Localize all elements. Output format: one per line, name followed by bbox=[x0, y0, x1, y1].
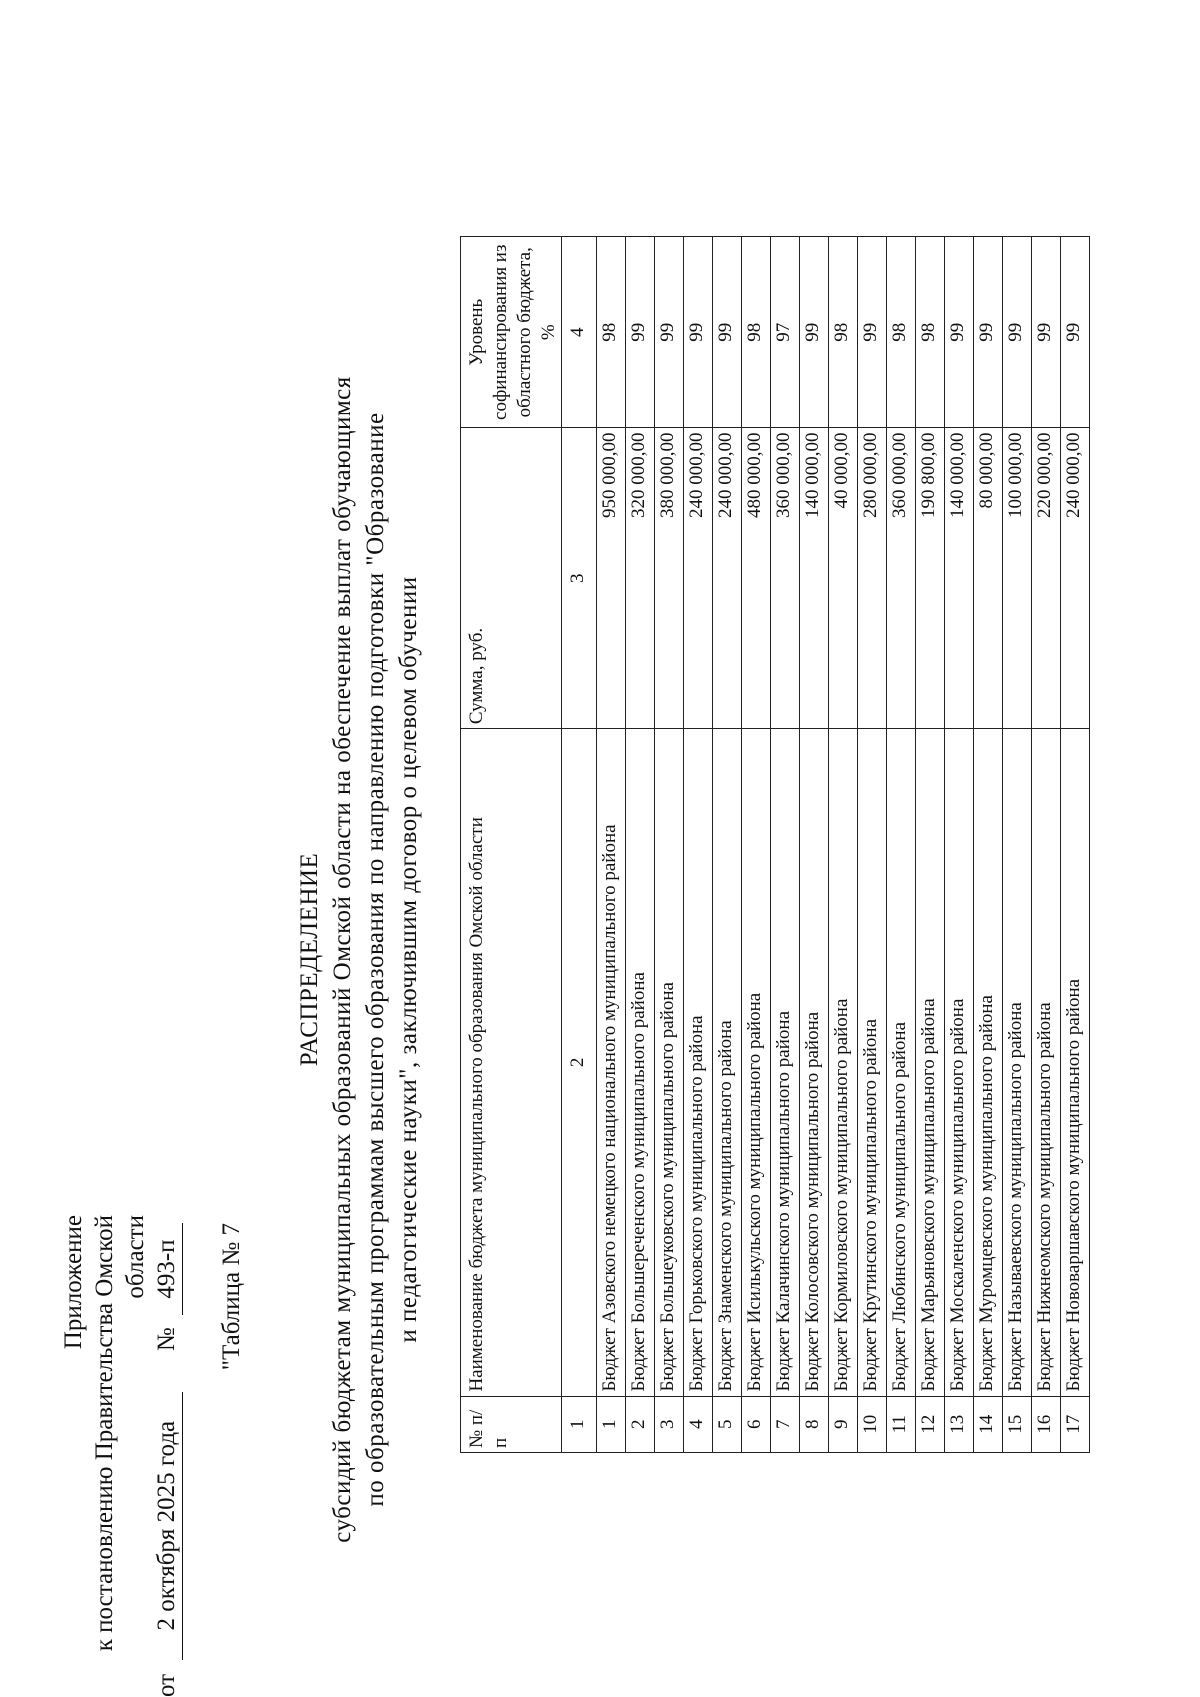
table-row bbox=[1003, 237, 1032, 1453]
row-cofinancing-level: 99 bbox=[655, 237, 684, 428]
table-body bbox=[597, 237, 1090, 1453]
row-sum: 480 000,00 bbox=[742, 428, 771, 729]
row-number: 11 bbox=[887, 1396, 916, 1452]
table-row bbox=[1032, 237, 1061, 1453]
row-sum: 100 000,00 bbox=[1003, 428, 1032, 729]
row-budget-name: Бюджет Кормиловского муниципального района bbox=[829, 729, 858, 1396]
appendix-date-number-line bbox=[151, 1215, 183, 1697]
table-row bbox=[771, 237, 800, 1453]
header-cofinancing-level: Уровень софинансирования из областного бюджета, % bbox=[461, 237, 562, 428]
row-cofinancing-level: 99 bbox=[800, 237, 829, 428]
title-line-1: субсидий бюджетам муниципальных образований Омской области на обеспечение выплат обучающимся bbox=[329, 376, 356, 1543]
row-number: 1 bbox=[597, 1396, 626, 1452]
row-budget-name: Бюджет Исилькульского муниципального района bbox=[742, 729, 771, 1396]
resolution-date: 2 октября 2025 года bbox=[151, 1392, 183, 1660]
table-header-row bbox=[461, 237, 562, 1453]
row-sum: 140 000,00 bbox=[945, 428, 974, 729]
row-budget-name: Бюджет Крутинского муниципального района bbox=[858, 729, 887, 1396]
row-number: 4 bbox=[684, 1396, 713, 1452]
row-budget-name: Бюджет Калачинского муниципального района bbox=[771, 729, 800, 1396]
row-sum: 190 800,00 bbox=[916, 428, 945, 729]
row-number: 7 bbox=[771, 1396, 800, 1452]
row-number: 8 bbox=[800, 1396, 829, 1452]
row-number: 17 bbox=[1061, 1396, 1090, 1452]
row-number: 3 bbox=[655, 1396, 684, 1452]
title-heading: РАСПРЕДЕЛЕНИЕ bbox=[296, 852, 323, 1067]
table-row bbox=[829, 237, 858, 1453]
row-budget-name: Бюджет Марьяновского муниципального района bbox=[916, 729, 945, 1396]
distribution-table bbox=[460, 236, 1090, 1453]
table-row bbox=[887, 237, 916, 1453]
row-sum: 280 000,00 bbox=[858, 428, 887, 729]
row-budget-name: Бюджет Большереченского муниципального района bbox=[626, 729, 655, 1396]
row-sum: 360 000,00 bbox=[887, 428, 916, 729]
table-row bbox=[742, 237, 771, 1453]
appendix-resolution-ref: к постановлению Правительства Омской области bbox=[91, 1215, 149, 1652]
row-cofinancing-level: 99 bbox=[974, 237, 1003, 428]
row-sum: 140 000,00 bbox=[800, 428, 829, 729]
row-budget-name: Бюджет Называевского муниципального района bbox=[1003, 729, 1032, 1396]
column-number-row bbox=[562, 237, 597, 1453]
table-row bbox=[597, 237, 626, 1453]
row-sum: 40 000,00 bbox=[829, 428, 858, 729]
appendix-header bbox=[58, 1215, 183, 1697]
row-cofinancing-level: 99 bbox=[684, 237, 713, 428]
row-cofinancing-level: 99 bbox=[1032, 237, 1061, 428]
row-budget-name: Бюджет Нижнеомского муниципального района bbox=[1032, 729, 1061, 1396]
row-cofinancing-level: 97 bbox=[771, 237, 800, 428]
row-sum: 950 000,00 bbox=[597, 428, 626, 729]
row-number: 16 bbox=[1032, 1396, 1061, 1452]
row-number: 2 bbox=[626, 1396, 655, 1452]
row-cofinancing-level: 98 bbox=[887, 237, 916, 428]
row-cofinancing-level: 99 bbox=[945, 237, 974, 428]
row-number: 9 bbox=[829, 1396, 858, 1452]
column-number: 2 bbox=[562, 729, 597, 1396]
table-row bbox=[684, 237, 713, 1453]
row-sum: 320 000,00 bbox=[626, 428, 655, 729]
row-cofinancing-level: 99 bbox=[1061, 237, 1090, 428]
row-cofinancing-level: 98 bbox=[742, 237, 771, 428]
row-budget-name: Бюджет Азовского немецкого национального муниципального района bbox=[597, 729, 626, 1396]
table-row bbox=[800, 237, 829, 1453]
table-row bbox=[1061, 237, 1090, 1453]
appendix-title: Приложение bbox=[60, 1215, 87, 1350]
row-sum: 220 000,00 bbox=[1032, 428, 1061, 729]
table-row bbox=[974, 237, 1003, 1453]
row-number: 13 bbox=[945, 1396, 974, 1452]
row-cofinancing-level: 99 bbox=[1003, 237, 1032, 428]
from-label: от bbox=[153, 1673, 180, 1697]
table-row bbox=[626, 237, 655, 1453]
row-sum: 240 000,00 bbox=[1061, 428, 1090, 729]
row-cofinancing-level: 98 bbox=[916, 237, 945, 428]
table-row bbox=[858, 237, 887, 1453]
row-cofinancing-level: 98 bbox=[597, 237, 626, 428]
title-line-2: по образовательным программам высшего образования по направлению подготовки "Образование bbox=[362, 412, 389, 1507]
header-budget-name: Наименование бюджета муниципального образования Омской области bbox=[461, 729, 562, 1396]
row-number: 14 bbox=[974, 1396, 1003, 1452]
row-sum: 380 000,00 bbox=[655, 428, 684, 729]
row-sum: 240 000,00 bbox=[684, 428, 713, 729]
number-label: № bbox=[153, 1327, 180, 1352]
row-sum: 240 000,00 bbox=[713, 428, 742, 729]
title-line-3: и педагогические науки", заключившим договор о целевом обучении bbox=[395, 576, 422, 1343]
row-budget-name: Бюджет Муромцевского муниципального района bbox=[974, 729, 1003, 1396]
table-row bbox=[713, 237, 742, 1453]
row-budget-name: Бюджет Знаменского муниципального района bbox=[713, 729, 742, 1396]
resolution-number: 493-п bbox=[151, 1223, 183, 1315]
row-number: 6 bbox=[742, 1396, 771, 1452]
row-budget-name: Бюджет Москаленского муниципального района bbox=[945, 729, 974, 1396]
table-label: "Таблица № 7 bbox=[218, 1223, 245, 1371]
row-number: 10 bbox=[858, 1396, 887, 1452]
row-number: 5 bbox=[713, 1396, 742, 1452]
row-budget-name: Бюджет Горьковского муниципального района bbox=[684, 729, 713, 1396]
row-cofinancing-level: 99 bbox=[626, 237, 655, 428]
row-budget-name: Бюджет Большеуковского муниципального района bbox=[655, 729, 684, 1396]
column-number: 3 bbox=[562, 428, 597, 729]
header-number: № п/п bbox=[461, 1396, 562, 1452]
row-budget-name: Бюджет Колосовского муниципального района bbox=[800, 729, 829, 1396]
row-budget-name: Бюджет Нововаршавского муниципального района bbox=[1061, 729, 1090, 1396]
row-budget-name: Бюджет Любинского муниципального района bbox=[887, 729, 916, 1396]
row-sum: 360 000,00 bbox=[771, 428, 800, 729]
row-number: 15 bbox=[1003, 1396, 1032, 1452]
row-cofinancing-level: 99 bbox=[858, 237, 887, 428]
table-row bbox=[945, 237, 974, 1453]
document-title bbox=[293, 222, 425, 1697]
table-row bbox=[655, 237, 684, 1453]
table-row bbox=[916, 237, 945, 1453]
row-sum: 80 000,00 bbox=[974, 428, 1003, 729]
column-number: 1 bbox=[562, 1396, 597, 1452]
row-number: 12 bbox=[916, 1396, 945, 1452]
row-cofinancing-level: 98 bbox=[829, 237, 858, 428]
header-sum: Сумма, руб. bbox=[461, 428, 562, 729]
column-number: 4 bbox=[562, 237, 597, 428]
row-cofinancing-level: 99 bbox=[713, 237, 742, 428]
